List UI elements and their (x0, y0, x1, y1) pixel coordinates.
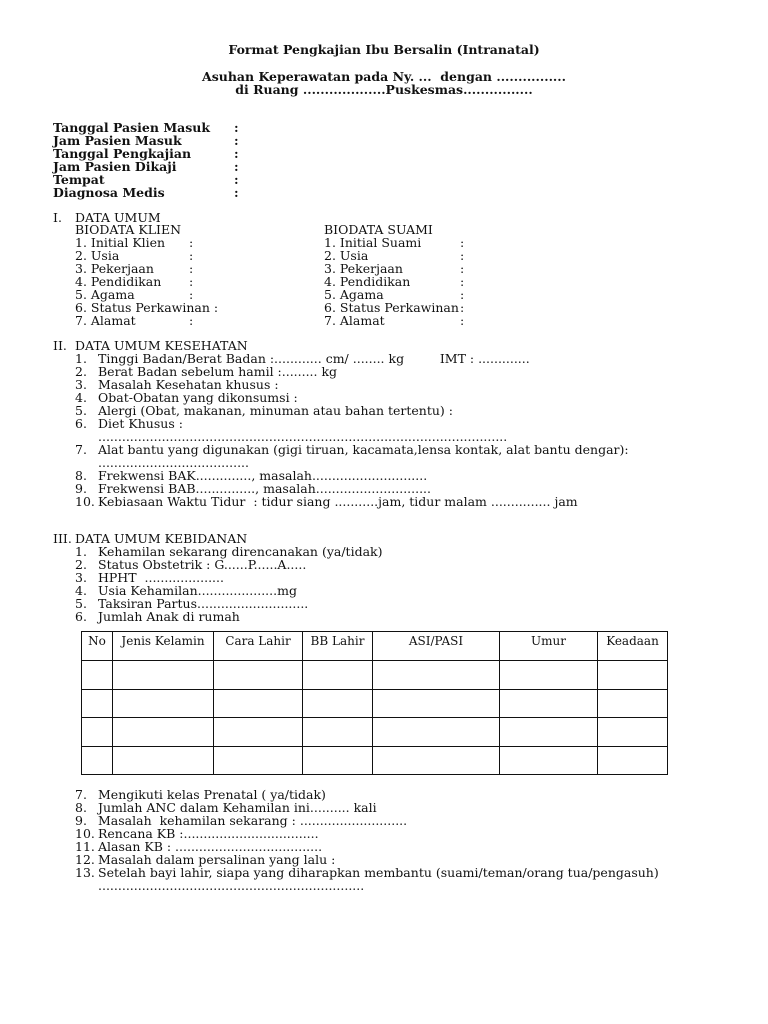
biodata-klien-colon: : (189, 313, 194, 328)
table-cell (82, 718, 113, 747)
children-table (81, 631, 668, 775)
biodata-suami-colon: : (460, 300, 465, 315)
section-title: DATA UMUM (75, 210, 161, 225)
table-row (82, 661, 668, 690)
table-header-cell: Umur (500, 632, 598, 661)
table-cell (214, 746, 303, 775)
biodata-suami-item: 3. Pekerjaan (324, 261, 403, 276)
header-field-colon: : (234, 159, 239, 174)
table-header-cell: No (82, 632, 113, 661)
biodata-klien-item: 3. Pekerjaan (75, 261, 154, 276)
header-field-label: Jam Pasien Masuk (53, 133, 182, 148)
item-text: Kehamilan sekarang direncanakan (ya/tidak) (98, 544, 383, 559)
biodata-suami-title: BIODATA SUAMI (324, 222, 433, 237)
biodata-suami-item: 2. Usia (324, 248, 369, 263)
biodata-suami-item: 6. Status Perkawinan (324, 300, 459, 315)
item-text: Usia Kehamilan....................mg (98, 583, 297, 598)
item-number: 13. (75, 865, 95, 880)
item-number: 12. (75, 852, 95, 867)
item-text: Status Obstetrik : G......P......A..... (98, 557, 307, 572)
section-number: II. (53, 338, 67, 353)
table-cell (82, 661, 113, 690)
biodata-suami-item: 1. Initial Suami (324, 235, 422, 250)
table-cell (303, 661, 373, 690)
item-number: 4. (75, 583, 87, 598)
item-text: Alasan KB : ..................................... (98, 839, 323, 854)
biodata-suami-colon: : (460, 248, 465, 263)
item-text: Rencana KB :.................................. (98, 826, 319, 841)
item-number: 11. (75, 839, 95, 854)
biodata-klien-item: 5. Agama (75, 287, 135, 302)
item-text: Jumlah Anak di rumah (98, 609, 240, 624)
item-text: Alat bantu yang digunakan (gigi tiruan, kacamata,lensa kontak, alat bantu dengar): (98, 442, 629, 457)
item-text: Tinggi Badan/Berat Badan :............ cm/ ........ kg IMT : ............. (98, 351, 530, 366)
biodata-suami-item: 4. Pendidikan (324, 274, 411, 289)
header-field-colon: : (234, 185, 239, 200)
item-number: 8. (75, 800, 87, 815)
table-row (82, 689, 668, 718)
biodata-klien-item: 6. Status Perkawinan : (75, 300, 219, 315)
table-cell (303, 746, 373, 775)
table-cell (373, 689, 500, 718)
subtitle-ruang: di Ruang ...................Puskesmas................ (235, 82, 533, 97)
biodata-suami-colon: : (460, 235, 465, 250)
table-cell (500, 718, 598, 747)
table-cell (303, 689, 373, 718)
table-row (82, 718, 668, 747)
section-number: I. (53, 210, 62, 225)
biodata-klien-item: 7. Alamat (75, 313, 136, 328)
table-header-cell: Keadaan (598, 632, 668, 661)
biodata-klien-item: 2. Usia (75, 248, 120, 263)
table-cell (373, 661, 500, 690)
item-number: 10. (75, 494, 95, 509)
item-text: Masalah kehamilan sekarang : ........................... (98, 813, 408, 828)
biodata-klien-colon: : (189, 235, 194, 250)
item-number: 7. (75, 787, 87, 802)
item-text: ...................................... (98, 455, 249, 470)
table-cell (113, 746, 214, 775)
table-cell (500, 746, 598, 775)
item-text: Frekwensi BAB..............., masalah............................. (98, 481, 432, 496)
item-number: 7. (75, 442, 87, 457)
table-cell (82, 689, 113, 718)
table-header-cell: Cara Lahir (214, 632, 303, 661)
item-number: 9. (75, 481, 87, 496)
subtitle-asuhan: Asuhan Keperawatan pada Ny. ... dengan ................ (202, 69, 566, 84)
table-cell (113, 661, 214, 690)
item-text: Setelah bayi lahir, siapa yang diharapkan membantu (suami/teman/orang tua/pengasuh) (98, 865, 659, 880)
item-text: ................................................................... (98, 878, 365, 893)
table-cell (598, 689, 668, 718)
item-text: Taksiran Partus............................ (98, 596, 309, 611)
item-number: 5. (75, 403, 87, 418)
biodata-suami-colon: : (460, 274, 465, 289)
biodata-klien-colon: : (189, 261, 194, 276)
section-title: DATA UMUM KESEHATAN (75, 338, 248, 353)
item-number: 4. (75, 390, 87, 405)
item-number: 6. (75, 609, 87, 624)
biodata-klien-colon: : (189, 287, 194, 302)
header-field-colon: : (234, 146, 239, 161)
header-field-colon: : (234, 120, 239, 135)
table-cell (598, 718, 668, 747)
item-number: 3. (75, 377, 87, 392)
table-cell (373, 746, 500, 775)
item-number: 6. (75, 416, 87, 431)
section-title: DATA UMUM KEBIDANAN (75, 531, 248, 546)
biodata-suami-colon: : (460, 261, 465, 276)
biodata-suami-item: 7. Alamat (324, 313, 385, 328)
document-title: Format Pengkajian Ibu Bersalin (Intranatal) (228, 42, 540, 57)
item-text: Mengikuti kelas Prenatal ( ya/tidak) (98, 787, 326, 802)
item-number: 2. (75, 364, 87, 379)
biodata-suami-colon: : (460, 287, 465, 302)
table-cell (598, 661, 668, 690)
biodata-klien-colon: : (189, 248, 194, 263)
item-number: 1. (75, 544, 87, 559)
item-number: 3. (75, 570, 87, 585)
table-cell (113, 689, 214, 718)
biodata-klien-title: BIODATA KLIEN (75, 222, 182, 237)
table-cell (598, 746, 668, 775)
item-text: Masalah Kesehatan khusus : (98, 377, 279, 392)
item-number: 8. (75, 468, 87, 483)
header-field-label: Jam Pasien Dikaji (53, 159, 177, 174)
biodata-klien-colon: : (189, 274, 194, 289)
table-header-cell: BB Lahir (303, 632, 373, 661)
table-cell (113, 718, 214, 747)
header-field-colon: : (234, 133, 239, 148)
table-cell (214, 689, 303, 718)
biodata-klien-item: 4. Pendidikan (75, 274, 162, 289)
table-cell (82, 746, 113, 775)
header-field-label: Diagnosa Medis (53, 185, 165, 200)
item-number: 1. (75, 351, 87, 366)
table-header-row (82, 632, 668, 661)
table-cell (500, 661, 598, 690)
item-text: Kebiasaan Waktu Tidur : tidur siang ...........jam, tidur malam ............... jam (98, 494, 578, 509)
header-field-colon: : (234, 172, 239, 187)
item-text: Alergi (Obat, makanan, minuman atau bahan tertentu) : (98, 403, 453, 418)
item-text: Jumlah ANC dalam Kehamilan ini.......... kali (98, 800, 377, 815)
biodata-klien-item: 1. Initial Klien (75, 235, 166, 250)
table-cell (214, 718, 303, 747)
table-header-cell: ASI/PASI (373, 632, 500, 661)
table-cell (500, 689, 598, 718)
item-text: Obat-Obatan yang dikonsumsi : (98, 390, 298, 405)
item-text: ....................................................................................................... (98, 429, 508, 444)
item-number: 5. (75, 596, 87, 611)
item-text: Masalah dalam persalinan yang lalu : (98, 852, 336, 867)
table-cell (303, 718, 373, 747)
header-field-label: Tanggal Pengkajian (53, 146, 192, 161)
item-text: Frekwensi BAK.............., masalah............................. (98, 468, 428, 483)
section-number: III. (53, 531, 72, 546)
item-text: Diet Khusus : (98, 416, 183, 431)
item-text: HPHT .................... (98, 570, 224, 585)
item-text: Berat Badan sebelum hamil :......... kg (98, 364, 338, 379)
item-number: 9. (75, 813, 87, 828)
table-row (82, 746, 668, 775)
table-header-cell: Jenis Kelamin (113, 632, 214, 661)
table-cell (214, 661, 303, 690)
header-field-label: Tempat (53, 172, 105, 187)
item-number: 10. (75, 826, 95, 841)
table-cell (373, 718, 500, 747)
biodata-suami-item: 5. Agama (324, 287, 384, 302)
item-number: 2. (75, 557, 87, 572)
header-field-label: Tanggal Pasien Masuk (53, 120, 211, 135)
biodata-suami-colon: : (460, 313, 465, 328)
